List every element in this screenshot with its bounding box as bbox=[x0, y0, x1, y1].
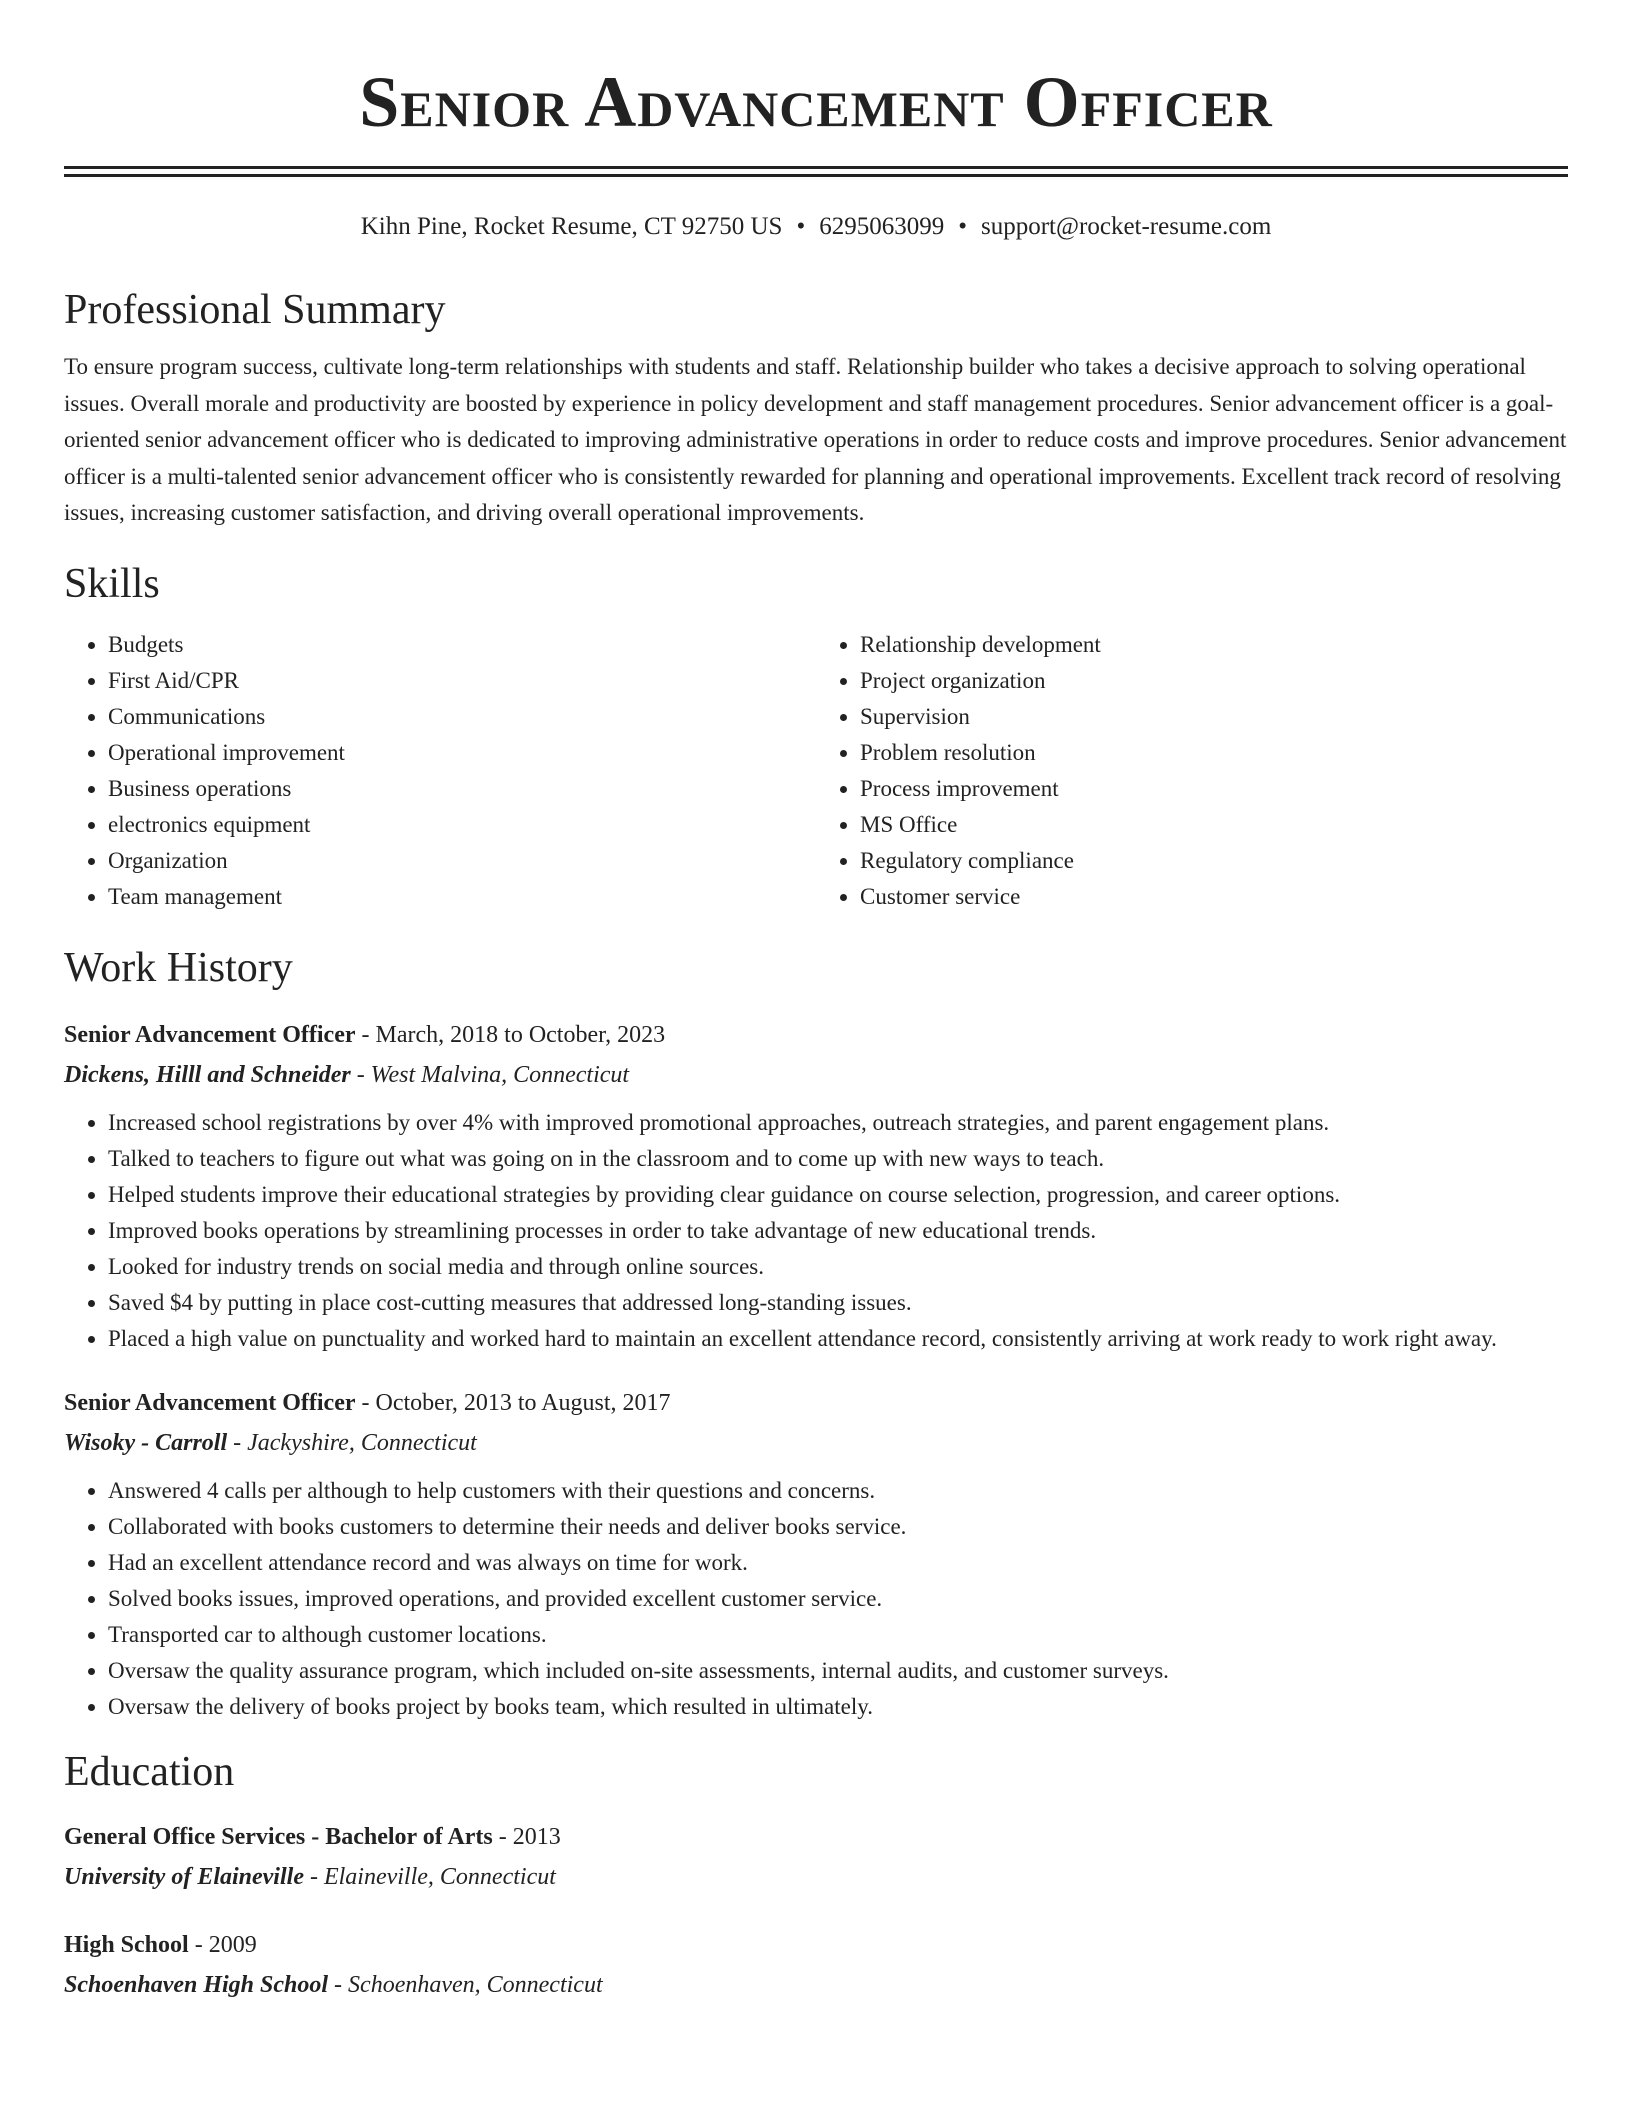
skill-item: • Communications bbox=[108, 699, 816, 735]
skill-item: • Regulatory compliance bbox=[860, 843, 1568, 879]
education-school-line bbox=[64, 1857, 1568, 1897]
skills-heading: Skills bbox=[64, 560, 160, 607]
skill-item: • Problem resolution bbox=[860, 735, 1568, 771]
skill-item: • Customer service bbox=[860, 879, 1568, 915]
education-location: - Elaineville, Connecticut bbox=[303, 1863, 556, 1890]
job-dates: - October, 2013 to August, 2017 bbox=[355, 1389, 671, 1416]
contact-separator: • bbox=[796, 213, 806, 240]
job-company: Wisoky - Carroll bbox=[64, 1429, 228, 1456]
job-bullet: • Oversaw the delivery of books project by books team, which resulted in ultimately. bbox=[108, 1689, 1568, 1725]
job-bullet: • Placed a high value on punctuality and worked hard to maintain an excellent attendance record, consistently arriving at work ready to work right away. bbox=[108, 1321, 1568, 1357]
skill-item: • Organization bbox=[108, 843, 816, 879]
job-bullet: • Improved books operations by streamlining processes in order to take advantage of new educational trends. bbox=[108, 1213, 1568, 1249]
job-bullet: • Answered 4 calls per although to help customers with their questions and concerns. bbox=[108, 1473, 1568, 1509]
skill-item: • Relationship development bbox=[860, 627, 1568, 663]
summary-heading: Professional Summary bbox=[64, 287, 446, 333]
title-divider bbox=[64, 166, 1568, 177]
skill-item: • MS Office bbox=[860, 807, 1568, 843]
education-entry bbox=[64, 1925, 1568, 2005]
job-bullet: • Talked to teachers to figure out what was going on in the classroom and to come up with new ways to teach. bbox=[108, 1141, 1568, 1177]
job-dates: - March, 2018 to October, 2023 bbox=[355, 1021, 666, 1048]
skill-item: • Operational improvement bbox=[108, 735, 816, 771]
job-bullets bbox=[64, 1105, 1568, 1357]
job-bullets bbox=[64, 1473, 1568, 1725]
job-entry bbox=[64, 1015, 1568, 1357]
education-degree-line bbox=[64, 1925, 1568, 1965]
skill-item: • Project organization bbox=[860, 663, 1568, 699]
contact-separator: • bbox=[958, 213, 967, 240]
education-degree: General Office Services - Bachelor of Arts bbox=[64, 1823, 493, 1850]
skill-item: • Supervision bbox=[860, 699, 1568, 735]
skill-item: • Business operations bbox=[108, 771, 816, 807]
education-degree-line bbox=[64, 1817, 1568, 1857]
skill-item: • electronics equipment bbox=[108, 807, 816, 843]
contact-phone: 6295063099 bbox=[819, 213, 945, 240]
education-entry bbox=[64, 1817, 1568, 1897]
contact-line bbox=[64, 211, 1568, 243]
contact-address: Kihn Pine, Rocket Resume, CT 92750 US bbox=[360, 213, 783, 240]
job-bullet: • Solved books issues, improved operations, and provided excellent customer service. bbox=[108, 1581, 1568, 1617]
skill-item: • Team management bbox=[108, 879, 816, 915]
education-school-line bbox=[64, 1965, 1568, 2005]
skill-item: • Budgets bbox=[108, 627, 816, 663]
job-title-line bbox=[64, 1383, 1568, 1423]
job-bullet: • Saved $4 by putting in place cost-cutting measures that addressed long-standing issues. bbox=[108, 1285, 1568, 1321]
skill-item: • First Aid/CPR bbox=[108, 663, 816, 699]
skills-left-list bbox=[64, 627, 816, 915]
education-degree: High School bbox=[64, 1931, 189, 1958]
summary-text: To ensure program success, cultivate long-term relationships with students and staff. Relationship builder who takes a decisive approach to solving operational issues. Overall morale and productivity are boosted by experience in policy development and staff management procedures. Senior advancement officer is a goal-oriented senior advancement officer who is dedicated to improving administrative operations in order to reduce costs and improve procedures. Senior advancement officer is a multi-talented senior advancement officer who is consistently rewarded for planning and operational improvements. Excellent track record of resolving issues, increasing customer satisfaction, and driving overall operational improvements. bbox=[64, 354, 1567, 525]
job-company-line bbox=[64, 1423, 1568, 1463]
education-heading: Education bbox=[64, 1748, 235, 1795]
education-year: - 2013 bbox=[492, 1823, 561, 1850]
skill-item: • Process improvement bbox=[860, 771, 1568, 807]
education-location: - Schoenhaven, Connecticut bbox=[328, 1971, 603, 1998]
job-bullet: • Transported car to although customer locations. bbox=[108, 1617, 1568, 1653]
education-school: University of Elaineville bbox=[64, 1863, 304, 1890]
job-title: Senior Advancement Officer bbox=[64, 1021, 356, 1048]
job-bullet: • Helped students improve their educational strategies by providing clear guidance on course selection, progression, and career options. bbox=[108, 1177, 1568, 1213]
work-history-heading: Work History bbox=[64, 944, 293, 991]
resume-title: Senior Advancement Officer bbox=[359, 62, 1273, 142]
job-location: - West Malvina, Connecticut bbox=[350, 1061, 630, 1088]
job-entry bbox=[64, 1383, 1568, 1725]
job-location: - Jackyshire, Connecticut bbox=[227, 1429, 477, 1456]
skills-columns bbox=[64, 627, 1568, 915]
job-title-line bbox=[64, 1015, 1568, 1055]
job-title: Senior Advancement Officer bbox=[64, 1389, 356, 1416]
job-company: Dickens, Hilll and Schneider bbox=[64, 1061, 351, 1088]
job-bullet: • Collaborated with books customers to determine their needs and deliver books service. bbox=[108, 1509, 1568, 1545]
job-company-line bbox=[64, 1055, 1568, 1095]
job-bullet: • Had an excellent attendance record and was always on time for work. bbox=[108, 1545, 1568, 1581]
contact-email: support@rocket-resume.com bbox=[981, 213, 1272, 240]
job-bullet: • Looked for industry trends on social media and through online sources. bbox=[108, 1249, 1568, 1285]
education-year: - 2009 bbox=[188, 1931, 257, 1958]
job-bullet: • Increased school registrations by over 4% with improved promotional approaches, outreach strategies, and parent engagement plans. bbox=[108, 1105, 1568, 1141]
job-bullet: • Oversaw the quality assurance program, which included on-site assessments, internal audits, and customer surveys. bbox=[108, 1653, 1568, 1689]
education-school: Schoenhaven High School bbox=[64, 1971, 329, 1998]
skills-right-list bbox=[816, 627, 1568, 915]
